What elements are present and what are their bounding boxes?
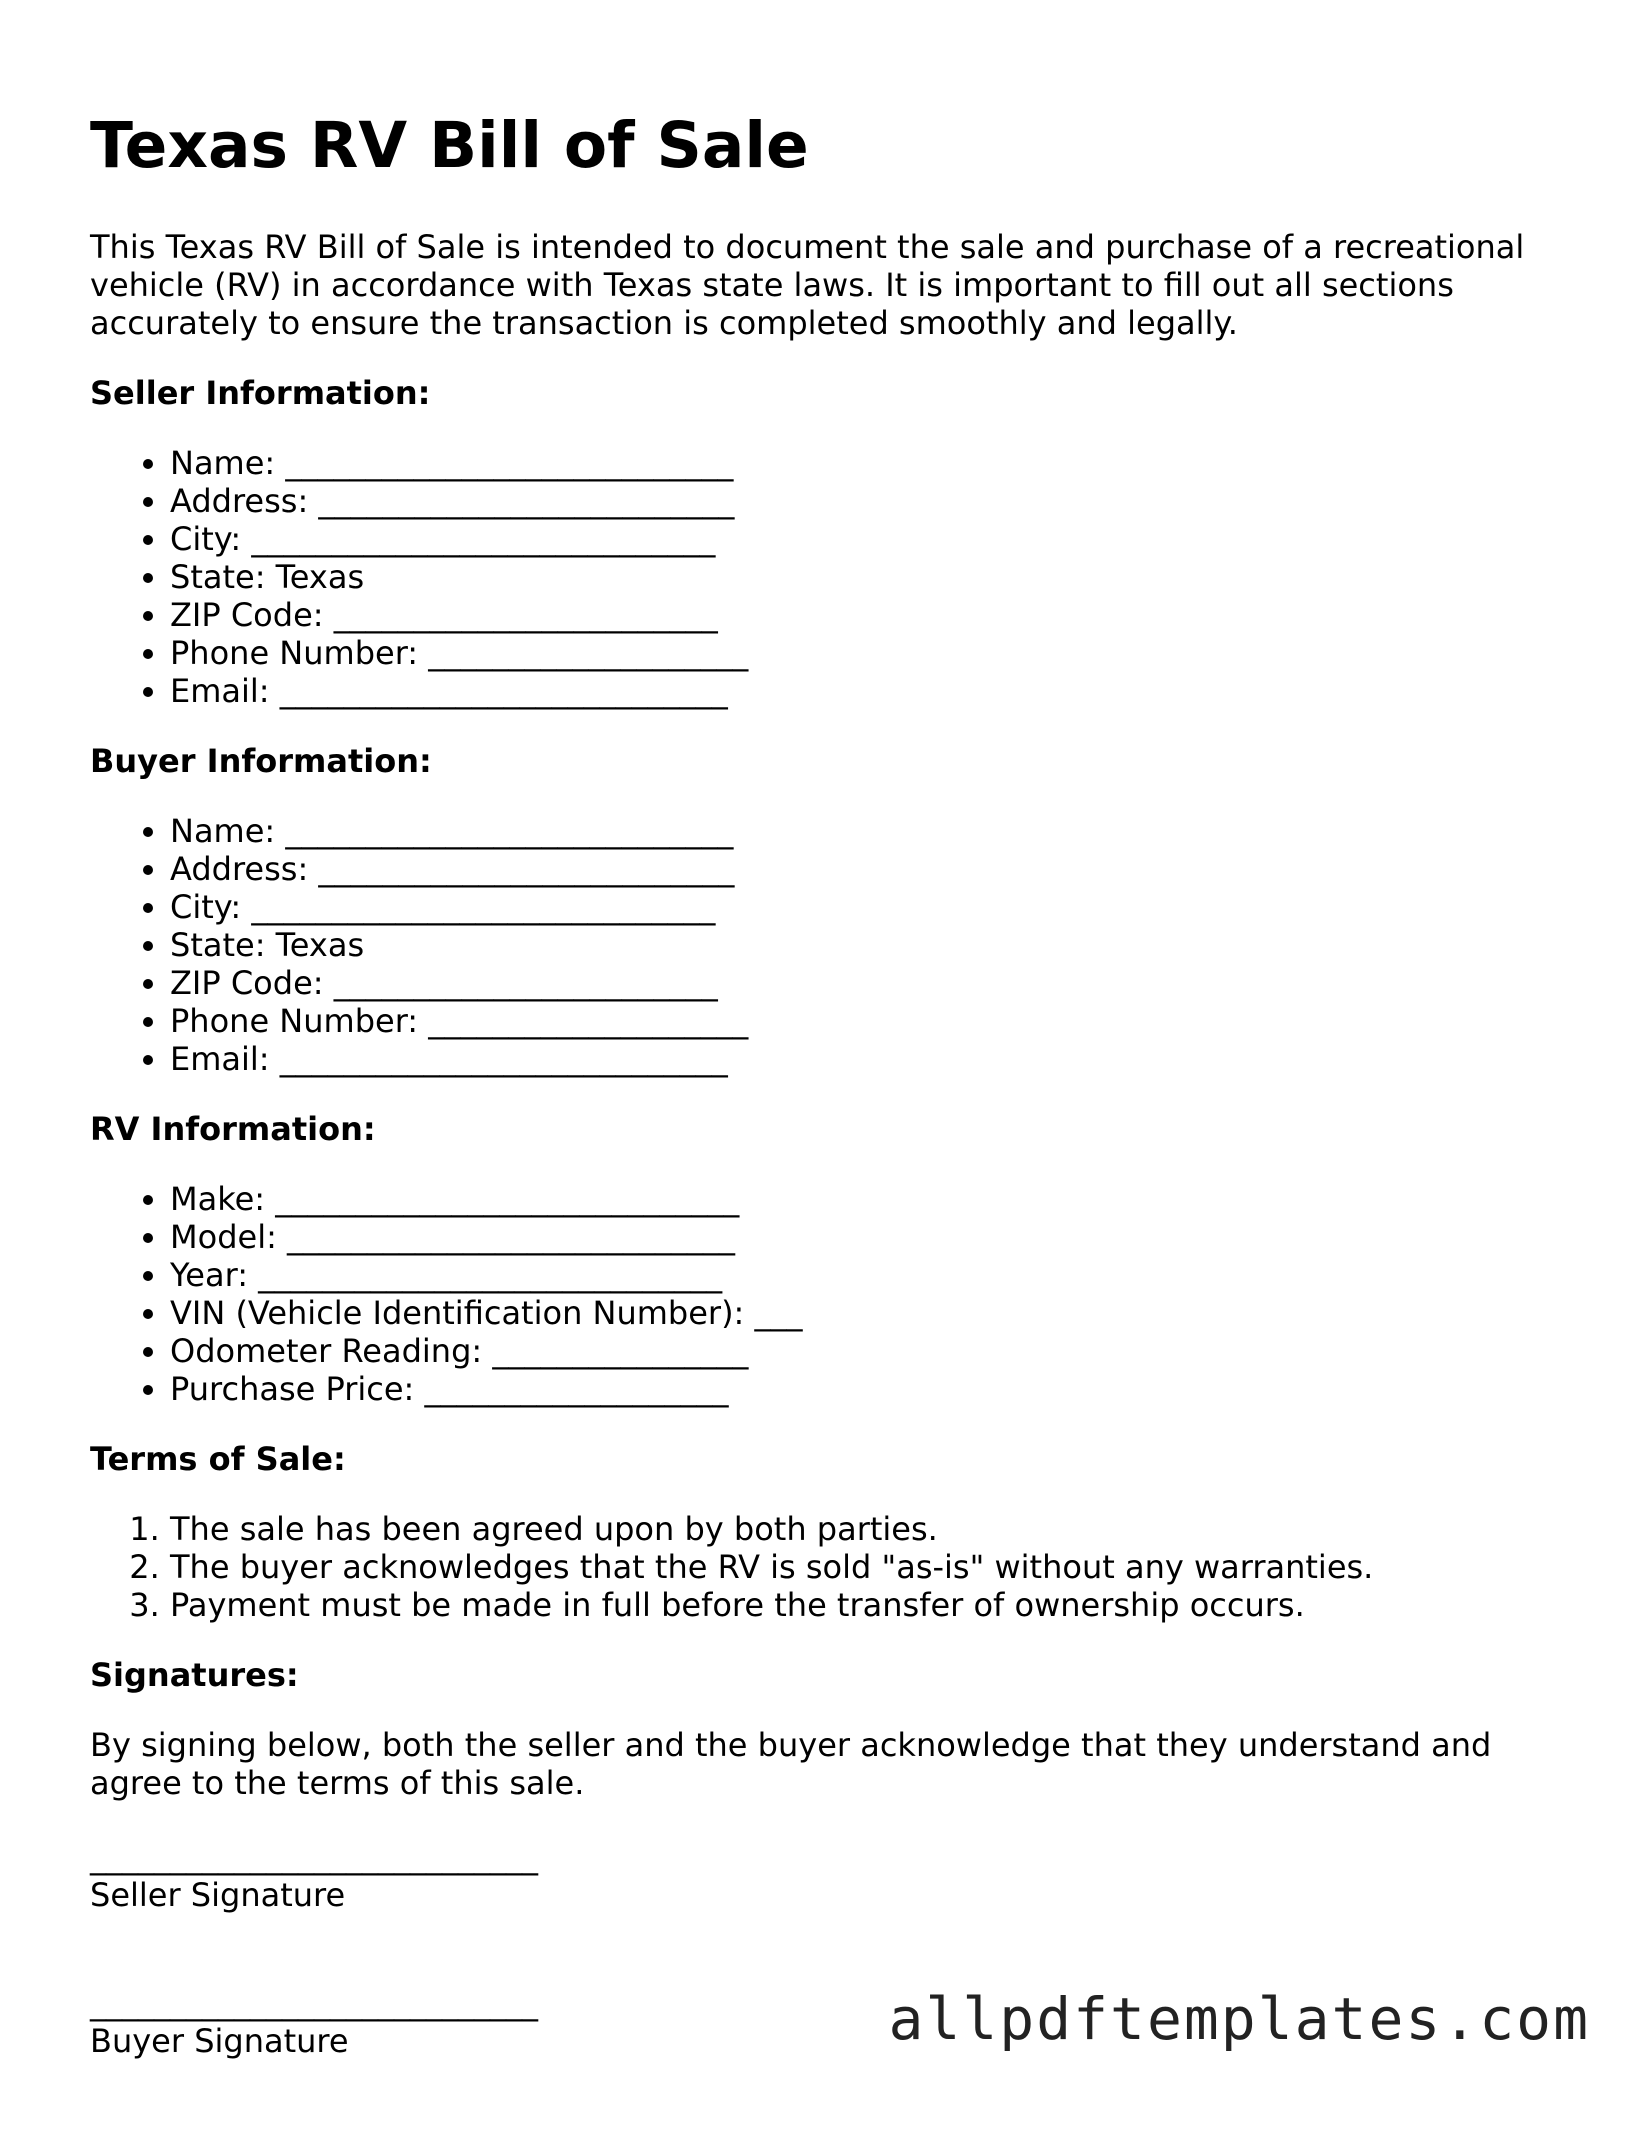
terms-item: 1. The sale has been agreed upon by both parties. <box>170 1510 1560 1548</box>
seller-name-field[interactable]: • Name: ____________________________ <box>170 444 1560 482</box>
terms-item: 2. The buyer acknowledges that the RV is sold "as-is" without any warranties. <box>170 1548 1560 1586</box>
signatures-text: By signing below, both the seller and the buyer acknowledge that they understand and agree to the terms of this sale. <box>90 1725 1492 1802</box>
buyer-email-field[interactable]: • Email: ____________________________ <box>170 1040 1560 1078</box>
seller-fields-list <box>90 444 1560 710</box>
rv-heading: RV Information: <box>90 1109 376 1148</box>
seller-heading: Seller Information: <box>90 373 431 412</box>
watermark: allpdftemplates.com <box>888 1985 1590 2053</box>
buyer-city-field[interactable]: • City: _____________________________ <box>170 888 1560 926</box>
rv-vin-field[interactable]: • VIN (Vehicle Identification Number): ___ <box>170 1294 1560 1332</box>
terms-heading: Terms of Sale: <box>90 1439 346 1478</box>
rv-price-field[interactable]: • Purchase Price: ___________________ <box>170 1370 1560 1408</box>
seller-city-field[interactable]: • City: _____________________________ <box>170 520 1560 558</box>
rv-model-field[interactable]: • Model: ____________________________ <box>170 1218 1560 1256</box>
seller-signature-label: Seller Signature <box>90 1875 346 1914</box>
terms-list <box>90 1510 1560 1624</box>
document-title: Texas RV Bill of Sale <box>90 109 809 182</box>
buyer-state-field: • State: Texas <box>170 926 1560 964</box>
seller-signature-line[interactable]: ____________________________ <box>90 1837 538 1876</box>
signatures-heading: Signatures: <box>90 1655 299 1694</box>
seller-zip-field[interactable]: • ZIP Code: ________________________ <box>170 596 1560 634</box>
buyer-address-field[interactable]: • Address: __________________________ <box>170 850 1560 888</box>
buyer-signature-line[interactable]: ____________________________ <box>90 1983 538 2022</box>
seller-state-field: • State: Texas <box>170 558 1560 596</box>
seller-phone-field[interactable]: • Phone Number: ____________________ <box>170 634 1560 672</box>
seller-address-field[interactable]: • Address: __________________________ <box>170 482 1560 520</box>
rv-odometer-field[interactable]: • Odometer Reading: ________________ <box>170 1332 1560 1370</box>
rv-make-field[interactable]: • Make: _____________________________ <box>170 1180 1560 1218</box>
buyer-signature-label: Buyer Signature <box>90 2021 349 2060</box>
buyer-zip-field[interactable]: • ZIP Code: ________________________ <box>170 964 1560 1002</box>
buyer-fields-list <box>90 812 1560 1078</box>
intro-paragraph: This Texas RV Bill of Sale is intended to document the sale and purchase of a recreational vehicle (RV) in accordance with Texas state laws. It is important to fill out all sections accurately to ensure the transaction is completed smoothly and legally. <box>90 227 1525 342</box>
rv-fields-list <box>90 1180 1560 1408</box>
seller-signature-block <box>90 1838 1560 1914</box>
buyer-heading: Buyer Information: <box>90 741 432 780</box>
seller-email-field[interactable]: • Email: ____________________________ <box>170 672 1560 710</box>
buyer-phone-field[interactable]: • Phone Number: ____________________ <box>170 1002 1560 1040</box>
terms-item: 3. Payment must be made in full before the transfer of ownership occurs. <box>170 1586 1560 1624</box>
document <box>90 108 1560 2130</box>
buyer-name-field[interactable]: • Name: ____________________________ <box>170 812 1560 850</box>
rv-year-field[interactable]: • Year: _____________________________ <box>170 1256 1560 1294</box>
